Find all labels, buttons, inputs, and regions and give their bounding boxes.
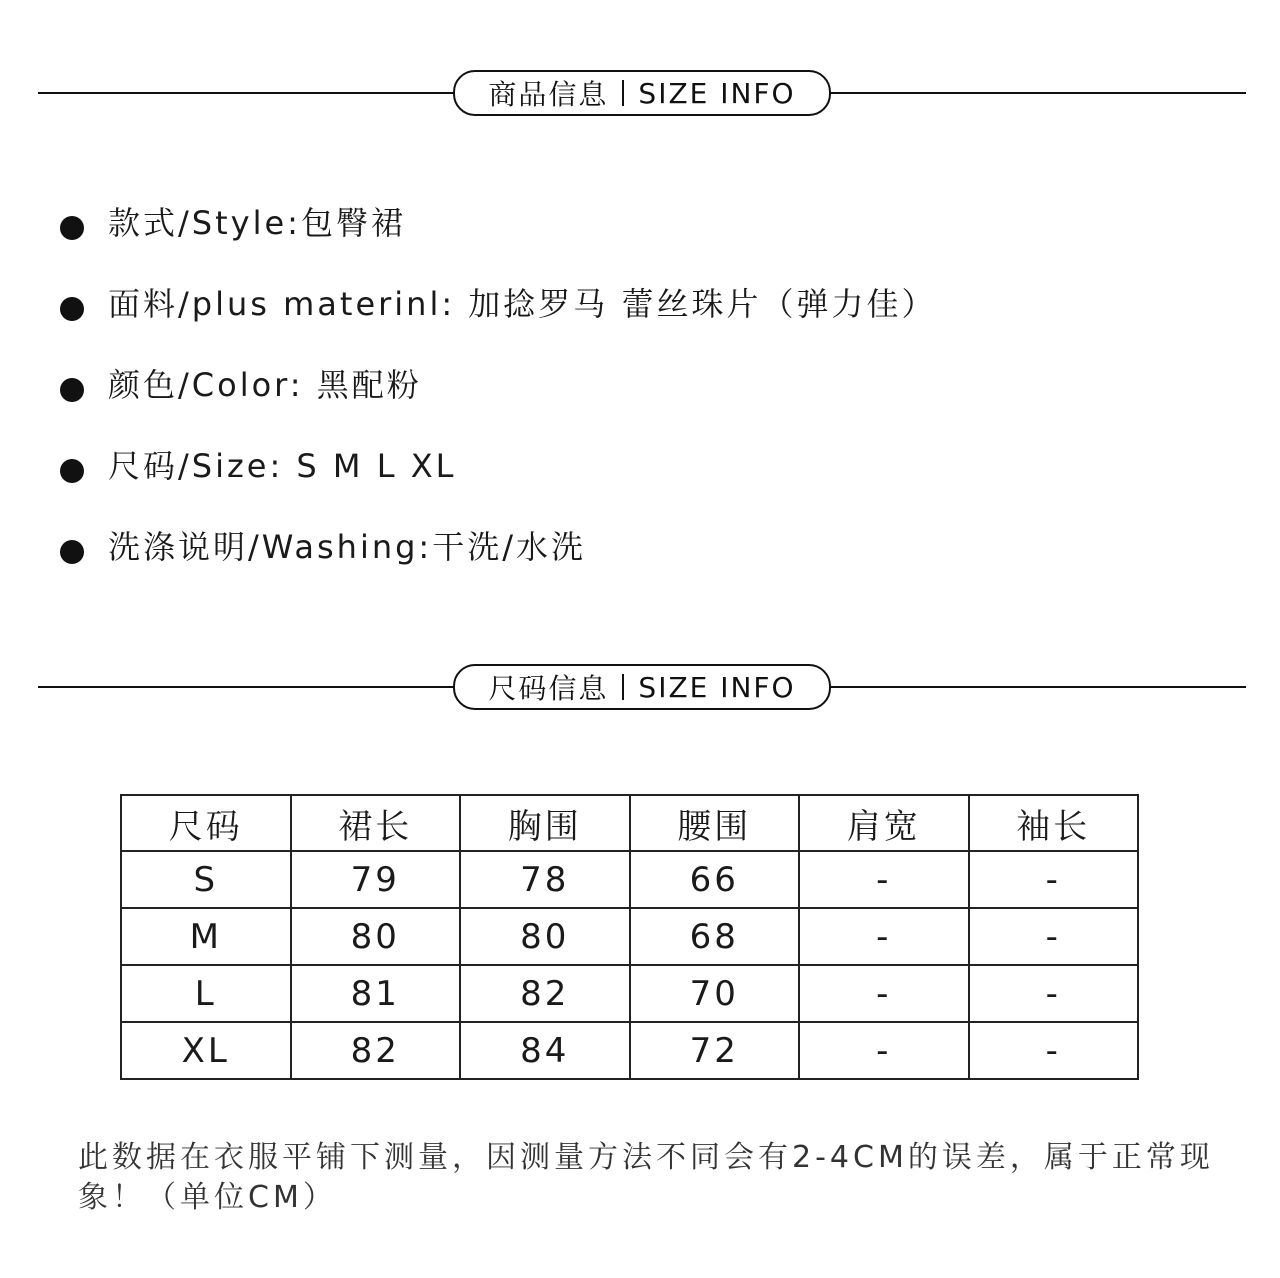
title-separator bbox=[622, 80, 624, 106]
header-cell-length: 裙长 bbox=[291, 795, 461, 851]
size-table bbox=[120, 794, 1139, 1080]
table-cell: - bbox=[969, 851, 1139, 908]
table-cell: L bbox=[121, 965, 291, 1022]
size-info-title-cn: 尺码信息 bbox=[488, 672, 609, 705]
header-cell-size: 尺码 bbox=[121, 795, 291, 851]
table-cell: - bbox=[799, 1022, 969, 1079]
table-cell: 84 bbox=[460, 1022, 630, 1079]
spec-item-washing bbox=[60, 522, 936, 603]
table-cell: 80 bbox=[460, 908, 630, 965]
spec-item-material bbox=[60, 279, 936, 360]
product-info-title-cn: 商品信息 bbox=[488, 78, 609, 111]
table-row bbox=[121, 851, 1138, 908]
table-cell: - bbox=[799, 965, 969, 1022]
bullet-icon bbox=[60, 216, 84, 240]
table-cell: 68 bbox=[630, 908, 800, 965]
table-cell: 79 bbox=[291, 851, 461, 908]
size-info-title-en: SIZE INFO bbox=[638, 670, 796, 704]
bullet-icon bbox=[60, 540, 84, 564]
table-cell: M bbox=[121, 908, 291, 965]
table-cell: XL bbox=[121, 1022, 291, 1079]
table-cell: 82 bbox=[291, 1022, 461, 1079]
table-row bbox=[121, 965, 1138, 1022]
spec-text: 颜色/Color: 黑配粉 bbox=[108, 366, 422, 404]
bullet-icon bbox=[60, 459, 84, 483]
table-cell: 70 bbox=[630, 965, 800, 1022]
product-info-header bbox=[38, 70, 1246, 116]
table-cell: 80 bbox=[291, 908, 461, 965]
product-info-title-en: SIZE INFO bbox=[638, 76, 796, 110]
table-header-row bbox=[121, 795, 1138, 851]
table-cell: - bbox=[969, 1022, 1139, 1079]
table-cell: 82 bbox=[460, 965, 630, 1022]
table-cell: 78 bbox=[460, 851, 630, 908]
table-cell: - bbox=[969, 965, 1139, 1022]
spec-text: 尺码/Size: S M L XL bbox=[108, 447, 457, 485]
spec-list bbox=[60, 198, 936, 603]
spec-item-style bbox=[60, 198, 936, 279]
spec-item-color bbox=[60, 360, 936, 441]
size-info-header bbox=[38, 664, 1246, 710]
size-info-title-pill bbox=[453, 664, 831, 710]
table-row bbox=[121, 1022, 1138, 1079]
table-cell: - bbox=[799, 908, 969, 965]
header-cell-bust: 胸围 bbox=[460, 795, 630, 851]
table-cell: - bbox=[969, 908, 1139, 965]
table-cell: 66 bbox=[630, 851, 800, 908]
title-separator bbox=[622, 674, 624, 700]
spec-text: 面料/plus materinl: 加捻罗马 蕾丝珠片（弹力佳） bbox=[108, 285, 937, 323]
table-row bbox=[121, 908, 1138, 965]
header-cell-waist: 腰围 bbox=[630, 795, 800, 851]
measurement-note: 此数据在衣服平铺下测量，因测量方法不同会有2-4CM的误差，属于正常现象！（单位CM） bbox=[78, 1140, 1214, 1215]
table-cell: 72 bbox=[630, 1022, 800, 1079]
table-cell: S bbox=[121, 851, 291, 908]
header-cell-shoulder: 肩宽 bbox=[799, 795, 969, 851]
spec-item-size bbox=[60, 441, 936, 522]
table-cell: 81 bbox=[291, 965, 461, 1022]
spec-text: 洗涤说明/Washing:干洗/水洗 bbox=[108, 528, 586, 566]
bullet-icon bbox=[60, 378, 84, 402]
product-info-title-pill bbox=[453, 70, 831, 116]
spec-text: 款式/Style:包臀裙 bbox=[108, 204, 406, 242]
table-cell: - bbox=[799, 851, 969, 908]
bullet-icon bbox=[60, 297, 84, 321]
header-cell-sleeve: 袖长 bbox=[969, 795, 1139, 851]
